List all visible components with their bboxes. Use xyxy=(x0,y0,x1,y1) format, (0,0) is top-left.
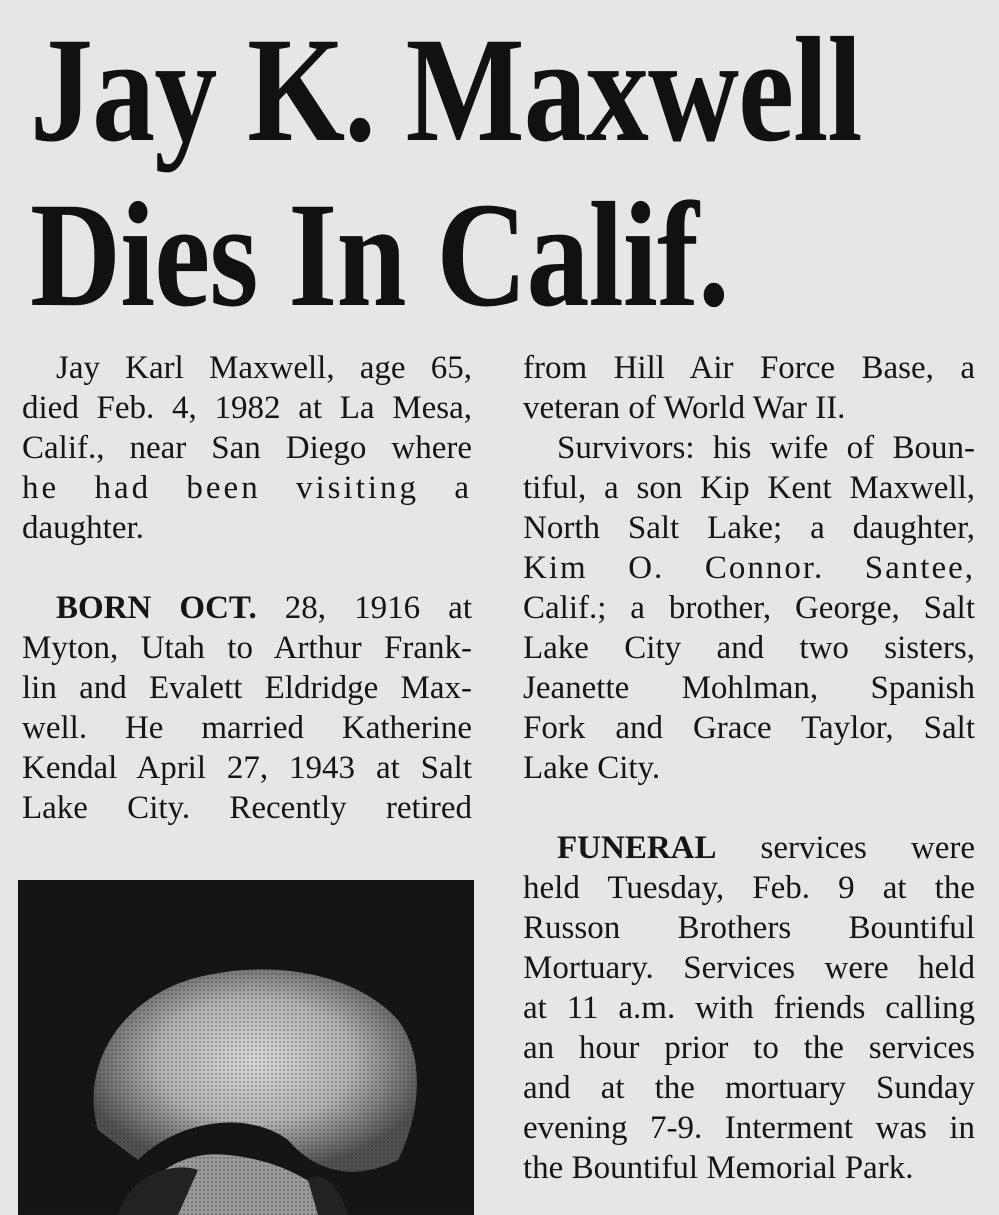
text-line: Calif., near San Diego where xyxy=(22,430,472,466)
text-line: Lake City and two sisters, xyxy=(523,630,975,666)
text-line: Mortuary. Services were held xyxy=(523,950,975,986)
portrait-photo xyxy=(18,880,474,1215)
text-line: and at the mortuary Sunday xyxy=(523,1070,975,1106)
text-line: Lake City. Recently retired xyxy=(22,790,472,826)
survivors-paragraph xyxy=(523,428,975,788)
text-line: from Hill Air Force Base, a xyxy=(523,350,975,386)
headline xyxy=(30,7,862,338)
born-lead: BORN OCT. xyxy=(56,590,257,626)
text-line: Fork and Grace Taylor, Salt xyxy=(523,710,975,746)
text-line xyxy=(22,588,472,628)
text-line: evening 7-9. Interment was in xyxy=(523,1110,975,1146)
text-line: Kendal April 27, 1943 at Salt xyxy=(22,750,472,786)
text-line: Myton, Utah to Arthur Frank- xyxy=(22,630,472,666)
text-line: Kim O. Connor. Santee, xyxy=(523,550,975,586)
headline-line-2: Dies In Calif. xyxy=(30,172,729,338)
right-column xyxy=(523,348,975,1188)
left-column xyxy=(22,348,472,828)
text-line xyxy=(523,828,975,868)
funeral-paragraph xyxy=(523,828,975,1188)
funeral-lead: FUNERAL xyxy=(557,830,717,866)
text-line: Jeanette Mohlman, Spanish xyxy=(523,670,975,706)
text-line: veteran of World War II. xyxy=(523,390,846,426)
text-line: at 11 a.m. with friends calling xyxy=(523,990,975,1026)
intro-paragraph xyxy=(22,348,472,548)
funeral-lead-rest: services were xyxy=(716,830,975,866)
text-line: Calif.; a brother, George, Salt xyxy=(523,590,975,626)
text-line: well. He married Katherine xyxy=(22,710,472,746)
text-line: Lake City. xyxy=(523,750,661,786)
text-line: daughter. xyxy=(22,510,144,546)
text-line: the Bountiful Memorial Park. xyxy=(523,1150,914,1186)
text-line: died Feb. 4, 1982 at La Mesa, xyxy=(22,390,472,426)
text-line: held Tuesday, Feb. 9 at the xyxy=(523,870,975,906)
headline-line-1: Jay K. Maxwell xyxy=(30,7,862,173)
born-paragraph xyxy=(22,588,472,828)
text-line: lin and Evalett Eldridge Max- xyxy=(22,670,472,706)
text-line: he had been visiting a xyxy=(22,470,472,506)
portrait-image xyxy=(18,880,474,1215)
text-line: Jay Karl Maxwell, age 65, xyxy=(56,350,472,386)
service-paragraph xyxy=(523,348,975,428)
text-line: tiful, a son Kip Kent Maxwell, xyxy=(523,470,975,506)
born-lead-rest: 28, 1916 at xyxy=(256,590,472,626)
text-line: Russon Brothers Bountiful xyxy=(523,910,975,946)
text-line: Survivors: his wife of Boun- xyxy=(557,430,975,466)
text-line: an hour prior to the services xyxy=(523,1030,975,1066)
text-line: North Salt Lake; a daughter, xyxy=(523,510,975,546)
